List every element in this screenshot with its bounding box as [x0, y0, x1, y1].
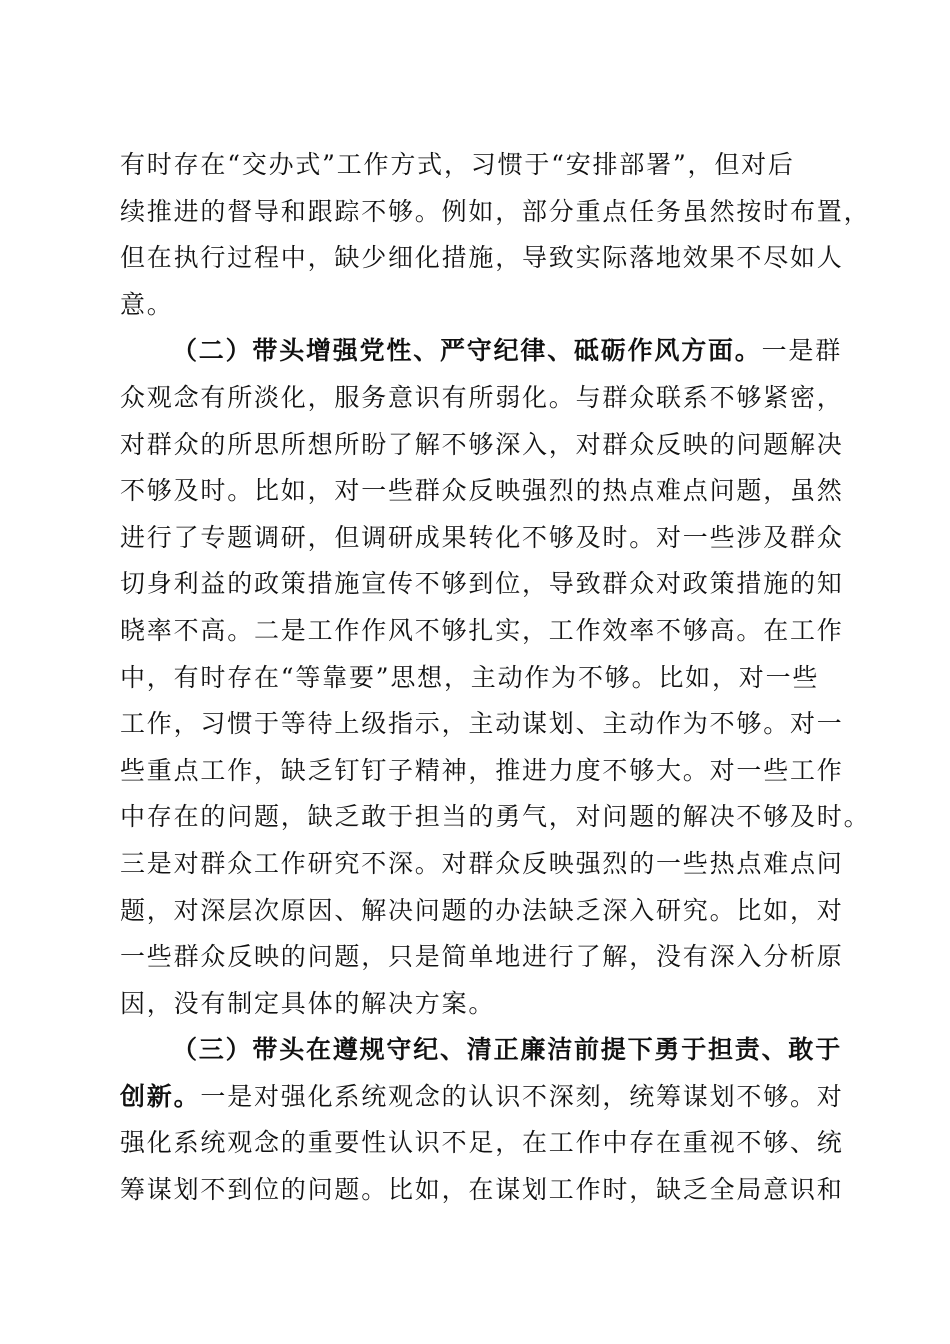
section-heading-2: （二）带头增强党性、严守纪律、砥砺作风方面。	[172, 336, 762, 366]
text-line: 不够及时。比如，对一些群众反映强烈的热点难点问题，虽然	[120, 476, 844, 506]
text-line: 但在执行过程中，缺少细化措施，导致实际落地效果不尽如人	[120, 243, 844, 273]
text-line: 筹谋划不到位的问题。比如，在谋划工作时，缺乏全局意识和	[120, 1175, 844, 1205]
paragraph-2-first-line	[120, 328, 843, 375]
text-line: 有时存在“交办式”工作方式，习惯于“安排部署”，但对后	[120, 150, 795, 179]
text-line: 对群众的所思所想所盼了解不够深入，对群众反映的问题解决	[120, 429, 844, 459]
section-heading-3: （三）带头在遵规守纪、清正廉洁前提下勇于担责、敢于	[172, 1035, 843, 1065]
text-line: 因，没有制定具体的解决方案。	[120, 988, 496, 1018]
paragraph-3-second-line	[120, 1074, 844, 1121]
text-line: 些重点工作，缺乏钉钉子精神，推进力度不够大。对一些工作	[120, 755, 844, 785]
text-line: 中存在的问题，缺乏敢于担当的勇气，对问题的解决不够及时。	[120, 802, 871, 832]
text-run: 一是群	[761, 336, 843, 366]
section-heading-3-end: 创新。	[120, 1081, 201, 1111]
text-line: 工作，习惯于等待上级指示，主动谋划、主动作为不够。对一	[120, 709, 844, 739]
text-line: 意。	[120, 289, 174, 319]
text-line: 进行了专题调研，但调研成果转化不够及时。对一些涉及群众	[120, 522, 844, 552]
text-run: 一是对强化系统观念的认识不深刻，统筹谋划不够。对	[200, 1081, 844, 1111]
body-text	[120, 142, 871, 1214]
text-line: 晓率不高。二是工作作风不够扎实，工作效率不够高。在工作	[120, 615, 844, 645]
text-line: 强化系统观念的重要性认识不足，在工作中存在重视不够、统	[120, 1128, 844, 1158]
text-line: 三是对群众工作研究不深。对群众反映强烈的一些热点难点问	[120, 848, 844, 878]
text-line: 续推进的督导和跟踪不够。例如，部分重点任务虽然按时布置，	[120, 196, 871, 226]
text-line: 题，对深层次原因、解决问题的办法缺乏深入研究。比如，对	[120, 895, 844, 925]
text-line: 一些群众反映的问题，只是简单地进行了解，没有深入分析原	[120, 942, 844, 972]
text-line: 众观念有所淡化，服务意识有所弱化。与群众联系不够紧密，	[120, 382, 844, 412]
text-line: 中，有时存在“等靠要”思想，主动作为不够。比如，对一些	[120, 662, 820, 692]
text-line: 切身利益的政策措施宣传不够到位，导致群众对政策措施的知	[120, 569, 844, 599]
